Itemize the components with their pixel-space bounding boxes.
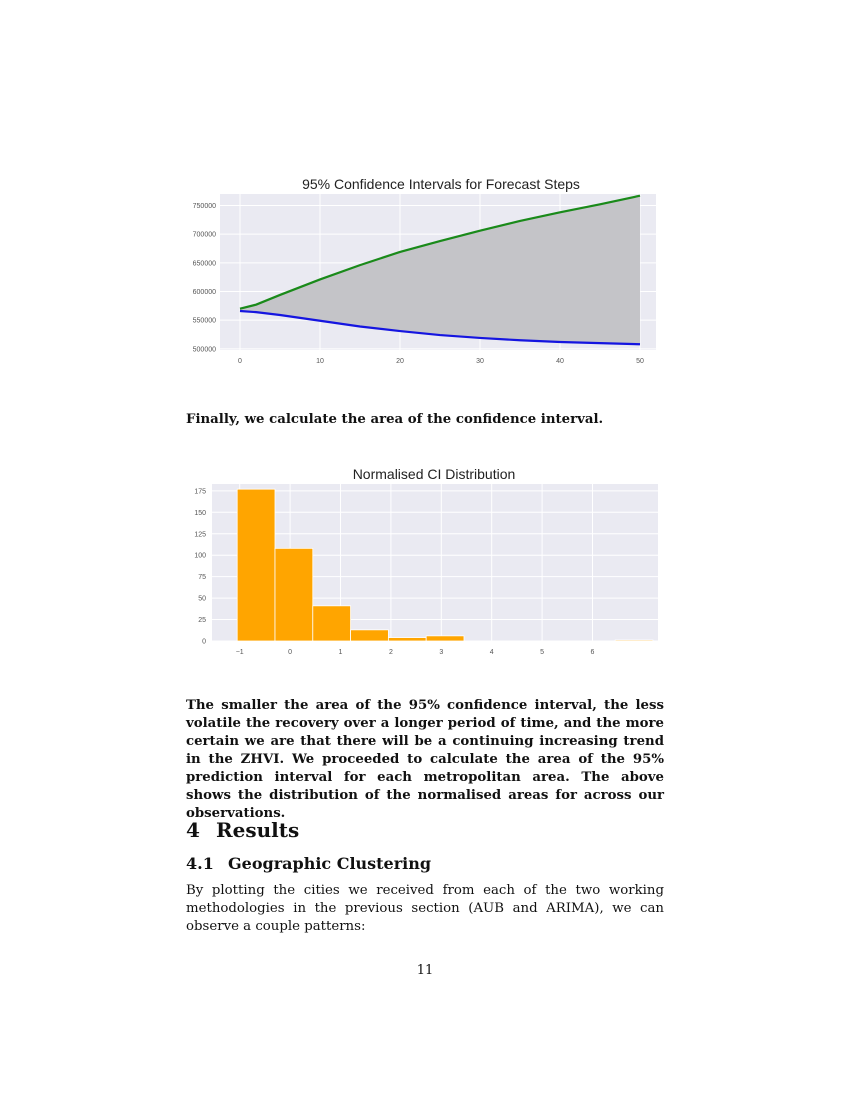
chart1-ytick: 700000 [192,231,216,239]
clustering-paragraph: By plotting the cities we received from each of the two working methodologies in the previous section (AUB and ARIMA), we can observe a couple patterns: [186,883,664,934]
section-title: Results [216,818,300,842]
chart1-plot-area [193,194,656,365]
chart2-ytick: 75 [198,574,206,582]
chart2-ytick: 150 [194,509,206,517]
chart2-title: Normalised CI Distribution [352,466,516,482]
chart1-ytick: 750000 [192,202,216,210]
confidence-interval-chart [170,172,660,372]
area-intro-text: Finally, we calculate the area of the confidence interval. [186,412,604,427]
chart2-ytick: 100 [194,552,206,560]
chart2-xtick: 3 [439,649,444,656]
chart2-ytick: 50 [198,595,206,603]
chart2-xtick: 1 [338,649,343,656]
chart2-ytick: 0 [202,638,206,646]
chart2-ytick: 175 [194,488,206,496]
chart1-ytick: 500000 [192,346,216,354]
chart2-xtick: 2 [388,649,393,656]
chart1-xtick: 50 [636,358,644,365]
interpretation-paragraph: The smaller the area of the 95% confidence interval, the less volatile the recovery over a longer period of time, and the more certain we are that there will be a continuing increasing trend in the ZHVI. We proceeded to calculate the area of the 95% prediction interval for each metropolitan area. The above shows the distribution of the normalised areas for across our observations. [186,698,664,821]
chart1-xtick: 20 [396,358,404,365]
chart1-xtick: 10 [316,358,324,365]
subsection-title: Geographic Clustering [228,854,432,873]
chart2-xtick: 4 [489,649,494,656]
subsection-number: 4.1 [186,854,214,873]
normalised-ci-histogram [170,462,660,662]
section-number: 4 [186,818,200,842]
chart2-xtick: 6 [590,649,595,656]
chart2-xtick: 0 [288,649,293,656]
chart1-ytick: 650000 [192,260,216,268]
chart2-ytick: 25 [198,617,206,625]
chart2-ytick: 125 [194,531,206,539]
chart2-xtick: −1 [235,649,244,656]
chart2-xtick: 5 [540,649,545,656]
chart1-title: 95% Confidence Intervals for Forecast Steps [302,176,580,192]
subsection-heading [186,854,431,873]
histogram-bar [313,606,351,641]
chart1-xtick: 0 [238,358,242,365]
chart2-plot-area [194,484,658,656]
histogram-bar [237,489,275,641]
page-number: 11 [416,963,434,978]
histogram-bar [615,640,653,641]
chart1-ytick: 550000 [192,317,216,325]
histogram-bar [351,630,389,641]
chart1-xtick: 40 [556,358,564,365]
chart1-xtick: 30 [476,358,484,365]
histogram-bar [426,636,464,641]
chart1-ytick: 600000 [192,289,216,296]
histogram-bar [388,638,426,641]
histogram-bar [275,548,313,641]
section-heading [186,818,299,842]
